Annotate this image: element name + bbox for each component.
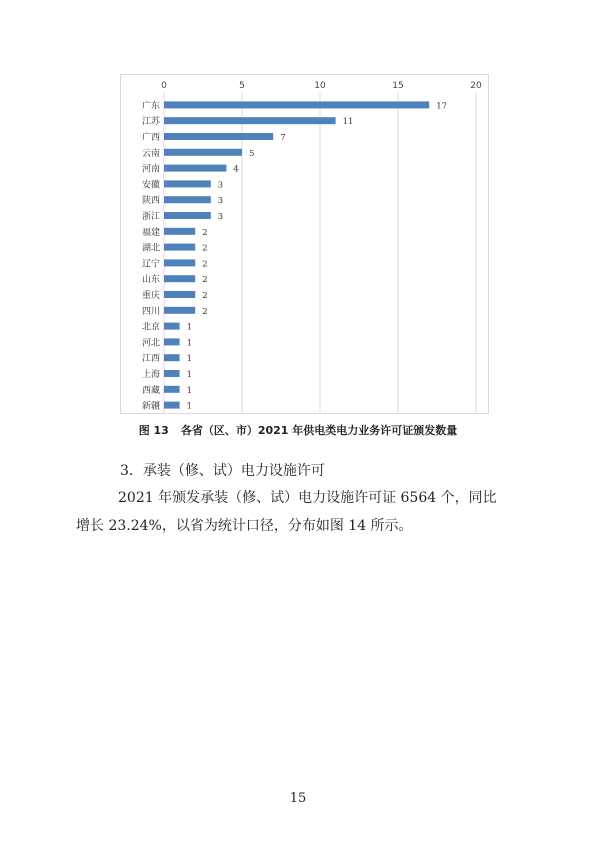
data-label: 3 <box>217 212 224 222</box>
category-label: 山东 <box>141 275 160 286</box>
bar <box>164 323 180 330</box>
category-label: 西藏 <box>141 385 160 396</box>
bar <box>164 259 195 266</box>
category-label: 浙江 <box>141 212 160 222</box>
category-label: 江西 <box>141 354 160 365</box>
category-label: 北京 <box>141 322 160 333</box>
category-label: 辽宁 <box>141 259 160 270</box>
category-label: 江苏 <box>141 117 160 128</box>
bar <box>164 149 242 156</box>
data-label: 2 <box>202 259 208 270</box>
data-label: 1 <box>186 401 193 412</box>
body-line-2: 增长 23.24%，以省为统计口径，分布如图 14 所示。 <box>76 518 413 534</box>
category-label: 陕西 <box>141 196 160 207</box>
bar-chart <box>120 74 489 414</box>
data-label: 5 <box>249 148 255 159</box>
category-label: 四川 <box>141 306 160 317</box>
category-label: 安徽 <box>141 180 160 191</box>
category-label: 上海 <box>141 370 160 380</box>
bar <box>164 212 211 219</box>
figure-number: 图 13 <box>138 424 169 437</box>
bar <box>164 291 195 298</box>
bar <box>164 370 180 377</box>
data-label: 3 <box>217 196 224 207</box>
data-label: 2 <box>202 243 208 254</box>
data-label: 3 <box>217 180 224 191</box>
bar <box>164 275 195 282</box>
category-label: 重庆 <box>141 291 160 301</box>
bar <box>164 196 211 203</box>
x-tick-label: 5 <box>239 81 245 91</box>
bar <box>164 244 195 251</box>
figure-caption <box>0 422 596 438</box>
x-tick-label: 0 <box>161 81 167 91</box>
bar <box>164 338 180 345</box>
bar <box>164 228 195 235</box>
data-label: 1 <box>186 370 193 380</box>
data-label: 17 <box>436 101 448 112</box>
x-tick-label: 20 <box>470 81 482 91</box>
data-label: 1 <box>186 385 193 396</box>
category-label: 福建 <box>141 227 160 238</box>
figure-title: 各省（区、市）2021 年供电类电力业务许可证颁发数量 <box>180 424 458 437</box>
bar <box>164 165 226 172</box>
x-tick-label: 10 <box>314 81 326 91</box>
data-label: 2 <box>202 227 208 238</box>
bar <box>164 354 180 361</box>
data-label: 11 <box>342 117 354 128</box>
data-label: 1 <box>186 354 193 365</box>
data-label: 4 <box>233 164 239 175</box>
bar <box>164 101 429 108</box>
data-label: 1 <box>186 338 193 349</box>
page-number: 15 <box>289 791 307 806</box>
bar <box>164 386 180 393</box>
bar <box>164 133 273 140</box>
category-label: 广西 <box>141 133 160 143</box>
data-label: 1 <box>186 322 193 333</box>
category-label: 河北 <box>141 338 160 349</box>
x-tick-label: 15 <box>392 81 404 91</box>
data-label: 2 <box>202 291 208 301</box>
bar <box>164 307 195 314</box>
category-label: 云南 <box>141 148 160 159</box>
body-line-1: 2021 年颁发承装（修、试）电力设施许可证 6564 个，同比 <box>118 490 497 506</box>
section-heading: 3．承装（修、试）电力设施许可 <box>120 463 325 479</box>
chart-svg <box>121 75 490 415</box>
category-label: 新疆 <box>141 401 160 412</box>
bar <box>164 180 211 187</box>
data-label: 2 <box>202 306 208 317</box>
bar <box>164 117 336 124</box>
data-label: 7 <box>280 133 286 143</box>
category-label: 湖北 <box>141 243 160 254</box>
category-label: 广东 <box>141 101 160 112</box>
data-label: 2 <box>202 275 208 286</box>
bar <box>164 402 180 409</box>
category-label: 河南 <box>141 164 160 175</box>
